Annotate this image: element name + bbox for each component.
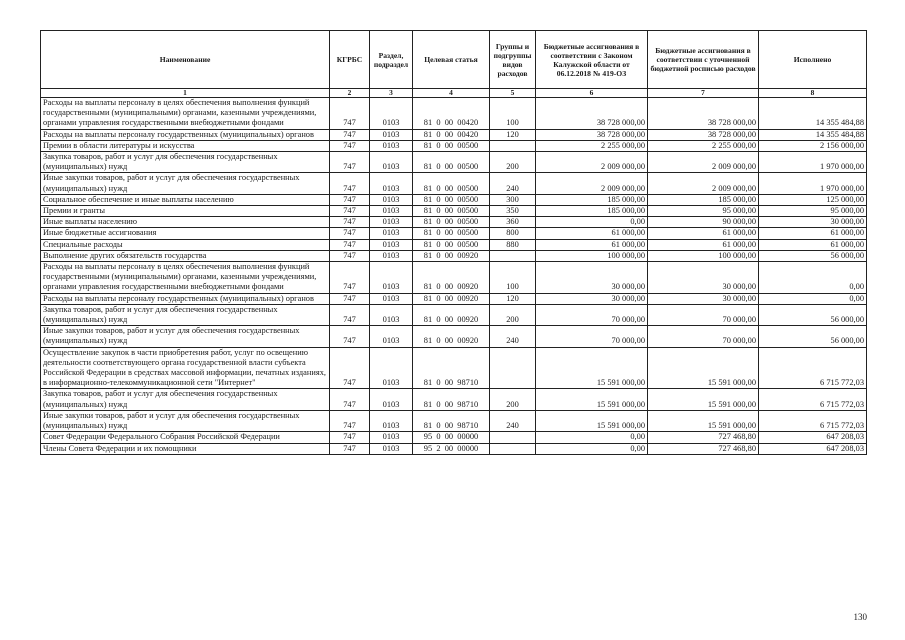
row-name-cell: Специальные расходы — [41, 239, 330, 250]
table-row — [41, 173, 867, 194]
col-header-section: Раздел, подраздел — [370, 31, 413, 89]
table-row — [41, 250, 867, 261]
row-law-amount-cell: 15 591 000,00 — [536, 389, 648, 410]
row-executed-amount-cell: 6 715 772,03 — [759, 410, 867, 431]
table-row — [41, 262, 867, 294]
row-name-cell: Расходы на выплаты персоналу в целях обеспечения выполнения функций государственными (муниципальными) органами, казенными учреждениями, органами управления государственными внебюджетными фондами — [41, 262, 330, 294]
row-roster-amount-cell: 2 255 000,00 — [648, 140, 759, 151]
row-group-cell: 200 — [490, 389, 536, 410]
row-law-amount-cell: 38 728 000,00 — [536, 98, 648, 130]
row-group-cell: 880 — [490, 239, 536, 250]
table-row — [41, 293, 867, 304]
col-header-kgrbs: КГРБС — [330, 31, 370, 89]
row-kgrbs-cell: 747 — [330, 389, 370, 410]
row-section-cell: 0103 — [370, 326, 413, 347]
header-row — [41, 31, 867, 89]
row-roster-amount-cell: 2 009 000,00 — [648, 152, 759, 173]
row-group-cell: 800 — [490, 228, 536, 239]
row-executed-amount-cell: 30 000,00 — [759, 217, 867, 228]
row-target-cell: 81 0 00 00920 — [413, 262, 490, 294]
row-law-amount-cell: 70 000,00 — [536, 326, 648, 347]
col-header-done: Исполнено — [759, 31, 867, 89]
row-roster-amount-cell: 15 591 000,00 — [648, 410, 759, 431]
row-name-cell: Члены Совета Федерации и их помощники — [41, 443, 330, 454]
table-row — [41, 347, 867, 389]
row-executed-amount-cell: 647 208,03 — [759, 443, 867, 454]
row-target-cell: 81 0 00 00500 — [413, 217, 490, 228]
table-row — [41, 98, 867, 130]
row-law-amount-cell: 0,00 — [536, 443, 648, 454]
row-section-cell: 0103 — [370, 389, 413, 410]
table-row — [41, 239, 867, 250]
table-row — [41, 194, 867, 205]
row-section-cell: 0103 — [370, 194, 413, 205]
row-target-cell: 81 0 00 00500 — [413, 228, 490, 239]
row-group-cell: 300 — [490, 194, 536, 205]
table-row — [41, 304, 867, 325]
row-target-cell: 81 0 00 98710 — [413, 389, 490, 410]
table-row — [41, 228, 867, 239]
table-row — [41, 217, 867, 228]
row-name-cell: Выполнение других обязательств государства — [41, 250, 330, 261]
row-name-cell: Иные закупки товаров, работ и услуг для обеспечения государственных (муниципальных) нужд — [41, 326, 330, 347]
col-header-target: Целевая статья — [413, 31, 490, 89]
row-section-cell: 0103 — [370, 293, 413, 304]
row-roster-amount-cell: 185 000,00 — [648, 194, 759, 205]
row-executed-amount-cell: 14 355 484,88 — [759, 98, 867, 130]
row-target-cell: 81 0 00 00500 — [413, 239, 490, 250]
row-group-cell — [490, 347, 536, 389]
row-law-amount-cell: 2 009 000,00 — [536, 152, 648, 173]
row-name-cell: Расходы на выплаты персоналу государственных (муниципальных) органов — [41, 129, 330, 140]
row-section-cell: 0103 — [370, 206, 413, 217]
row-kgrbs-cell: 747 — [330, 194, 370, 205]
row-name-cell: Расходы на выплаты персоналу государственных (муниципальных) органов — [41, 293, 330, 304]
table-row — [41, 432, 867, 443]
row-executed-amount-cell: 6 715 772,03 — [759, 347, 867, 389]
row-kgrbs-cell: 747 — [330, 250, 370, 261]
row-roster-amount-cell: 61 000,00 — [648, 228, 759, 239]
row-name-cell: Закупка товаров, работ и услуг для обеспечения государственных (муниципальных) нужд — [41, 389, 330, 410]
row-section-cell: 0103 — [370, 129, 413, 140]
row-section-cell: 0103 — [370, 239, 413, 250]
col-number: 8 — [759, 89, 867, 98]
row-target-cell: 81 0 00 00500 — [413, 140, 490, 151]
col-number: 7 — [648, 89, 759, 98]
row-executed-amount-cell: 14 355 484,88 — [759, 129, 867, 140]
row-roster-amount-cell: 30 000,00 — [648, 262, 759, 294]
row-name-cell: Премии в области литературы и искусства — [41, 140, 330, 151]
row-section-cell: 0103 — [370, 217, 413, 228]
row-group-cell: 360 — [490, 217, 536, 228]
row-law-amount-cell: 38 728 000,00 — [536, 129, 648, 140]
col-number: 4 — [413, 89, 490, 98]
row-roster-amount-cell: 61 000,00 — [648, 239, 759, 250]
row-name-cell: Иные закупки товаров, работ и услуг для обеспечения государственных (муниципальных) нужд — [41, 410, 330, 431]
table-body — [41, 98, 867, 455]
row-kgrbs-cell: 747 — [330, 206, 370, 217]
row-kgrbs-cell: 747 — [330, 326, 370, 347]
col-header-law: Бюджетные ассигнования в соответствии с Законом Калужской области от 06.12.2018 № 419-ОЗ — [536, 31, 648, 89]
row-executed-amount-cell: 6 715 772,03 — [759, 389, 867, 410]
row-section-cell: 0103 — [370, 173, 413, 194]
row-law-amount-cell: 61 000,00 — [536, 228, 648, 239]
row-roster-amount-cell: 38 728 000,00 — [648, 129, 759, 140]
row-law-amount-cell: 0,00 — [536, 432, 648, 443]
row-roster-amount-cell: 15 591 000,00 — [648, 389, 759, 410]
page-number: 130 — [853, 612, 867, 622]
row-law-amount-cell: 0,00 — [536, 217, 648, 228]
table-row — [41, 410, 867, 431]
table-row — [41, 326, 867, 347]
row-target-cell: 81 0 00 00920 — [413, 250, 490, 261]
col-header-group: Группы и подгруппы видов расходов — [490, 31, 536, 89]
table-row — [41, 206, 867, 217]
row-kgrbs-cell: 747 — [330, 239, 370, 250]
row-group-cell: 100 — [490, 98, 536, 130]
row-roster-amount-cell: 727 468,80 — [648, 432, 759, 443]
row-group-cell — [490, 443, 536, 454]
row-target-cell: 81 0 00 00500 — [413, 173, 490, 194]
row-executed-amount-cell: 95 000,00 — [759, 206, 867, 217]
row-group-cell: 120 — [490, 129, 536, 140]
row-executed-amount-cell: 2 156 000,00 — [759, 140, 867, 151]
row-target-cell: 81 0 00 00500 — [413, 152, 490, 173]
row-group-cell: 350 — [490, 206, 536, 217]
row-target-cell: 95 0 00 00000 — [413, 432, 490, 443]
col-header-name: Наименование — [41, 31, 330, 89]
row-law-amount-cell: 15 591 000,00 — [536, 410, 648, 431]
row-section-cell: 0103 — [370, 250, 413, 261]
row-executed-amount-cell: 125 000,00 — [759, 194, 867, 205]
row-law-amount-cell: 70 000,00 — [536, 304, 648, 325]
row-roster-amount-cell: 30 000,00 — [648, 293, 759, 304]
row-kgrbs-cell: 747 — [330, 410, 370, 431]
row-name-cell: Закупка товаров, работ и услуг для обеспечения государственных (муниципальных) нужд — [41, 152, 330, 173]
row-section-cell: 0103 — [370, 98, 413, 130]
row-executed-amount-cell: 1 970 000,00 — [759, 173, 867, 194]
col-number: 6 — [536, 89, 648, 98]
row-group-cell: 100 — [490, 262, 536, 294]
col-number: 3 — [370, 89, 413, 98]
row-section-cell: 0103 — [370, 347, 413, 389]
row-group-cell — [490, 432, 536, 443]
row-kgrbs-cell: 747 — [330, 432, 370, 443]
row-law-amount-cell: 30 000,00 — [536, 262, 648, 294]
budget-sheet — [40, 30, 866, 455]
row-law-amount-cell: 30 000,00 — [536, 293, 648, 304]
row-target-cell: 81 0 00 00500 — [413, 206, 490, 217]
row-kgrbs-cell: 747 — [330, 173, 370, 194]
row-roster-amount-cell: 70 000,00 — [648, 326, 759, 347]
row-target-cell: 81 0 00 00420 — [413, 129, 490, 140]
budget-table — [40, 30, 867, 455]
row-name-cell: Иные закупки товаров, работ и услуг для обеспечения государственных (муниципальных) нужд — [41, 173, 330, 194]
row-target-cell: 95 2 00 00000 — [413, 443, 490, 454]
row-section-cell: 0103 — [370, 262, 413, 294]
col-header-roster: Бюджетные ассигнования в соответствии с уточненной бюджетной росписью расходов — [648, 31, 759, 89]
row-law-amount-cell: 185 000,00 — [536, 194, 648, 205]
row-group-cell: 200 — [490, 152, 536, 173]
row-roster-amount-cell: 15 591 000,00 — [648, 347, 759, 389]
col-number: 2 — [330, 89, 370, 98]
row-name-cell: Социальное обеспечение и иные выплаты населению — [41, 194, 330, 205]
row-section-cell: 0103 — [370, 152, 413, 173]
row-kgrbs-cell: 747 — [330, 140, 370, 151]
row-target-cell: 81 0 00 00920 — [413, 304, 490, 325]
row-target-cell: 81 0 00 00920 — [413, 293, 490, 304]
row-name-cell: Осуществление закупок в части приобретения работ, услуг по освещению деятельности соответствующего органа государственной власти субъекта Российской Федерации в средствах массовой информации, печатных изданиях, в информационно-телекоммуникационной сети "Интернет" — [41, 347, 330, 389]
row-roster-amount-cell: 90 000,00 — [648, 217, 759, 228]
row-group-cell — [490, 140, 536, 151]
row-kgrbs-cell: 747 — [330, 152, 370, 173]
row-group-cell: 200 — [490, 304, 536, 325]
row-name-cell: Расходы на выплаты персоналу в целях обеспечения выполнения функций государственными (муниципальными) органами, казенными учреждениями, органами управления государственными внебюджетными фондами — [41, 98, 330, 130]
row-name-cell: Иные бюджетные ассигнования — [41, 228, 330, 239]
row-target-cell: 81 0 00 00920 — [413, 326, 490, 347]
row-section-cell: 0103 — [370, 228, 413, 239]
row-law-amount-cell: 15 591 000,00 — [536, 347, 648, 389]
row-name-cell: Иные выплаты населению — [41, 217, 330, 228]
row-name-cell: Закупка товаров, работ и услуг для обеспечения государственных (муниципальных) нужд — [41, 304, 330, 325]
row-kgrbs-cell: 747 — [330, 304, 370, 325]
row-roster-amount-cell: 95 000,00 — [648, 206, 759, 217]
row-section-cell: 0103 — [370, 410, 413, 431]
row-group-cell: 240 — [490, 410, 536, 431]
row-roster-amount-cell: 2 009 000,00 — [648, 173, 759, 194]
row-law-amount-cell: 2 255 000,00 — [536, 140, 648, 151]
row-executed-amount-cell: 56 000,00 — [759, 250, 867, 261]
row-kgrbs-cell: 747 — [330, 228, 370, 239]
row-group-cell: 240 — [490, 326, 536, 347]
row-target-cell: 81 0 00 98710 — [413, 410, 490, 431]
table-row — [41, 443, 867, 454]
row-executed-amount-cell: 1 970 000,00 — [759, 152, 867, 173]
row-section-cell: 0103 — [370, 304, 413, 325]
row-kgrbs-cell: 747 — [330, 443, 370, 454]
row-law-amount-cell: 185 000,00 — [536, 206, 648, 217]
row-kgrbs-cell: 747 — [330, 262, 370, 294]
row-roster-amount-cell: 70 000,00 — [648, 304, 759, 325]
row-executed-amount-cell: 61 000,00 — [759, 228, 867, 239]
row-group-cell — [490, 250, 536, 261]
row-kgrbs-cell: 747 — [330, 129, 370, 140]
row-kgrbs-cell: 747 — [330, 98, 370, 130]
row-group-cell: 240 — [490, 173, 536, 194]
row-executed-amount-cell: 0,00 — [759, 262, 867, 294]
table-row — [41, 152, 867, 173]
row-executed-amount-cell: 56 000,00 — [759, 304, 867, 325]
row-kgrbs-cell: 747 — [330, 217, 370, 228]
row-law-amount-cell: 100 000,00 — [536, 250, 648, 261]
row-roster-amount-cell: 727 468,80 — [648, 443, 759, 454]
table-row — [41, 129, 867, 140]
row-group-cell: 120 — [490, 293, 536, 304]
row-roster-amount-cell: 100 000,00 — [648, 250, 759, 261]
row-target-cell: 81 0 00 98710 — [413, 347, 490, 389]
row-roster-amount-cell: 38 728 000,00 — [648, 98, 759, 130]
table-row — [41, 140, 867, 151]
col-number: 5 — [490, 89, 536, 98]
row-kgrbs-cell: 747 — [330, 347, 370, 389]
row-law-amount-cell: 61 000,00 — [536, 239, 648, 250]
row-section-cell: 0103 — [370, 443, 413, 454]
row-name-cell: Совет Федерации Федерального Собрания Российской Федерации — [41, 432, 330, 443]
row-law-amount-cell: 2 009 000,00 — [536, 173, 648, 194]
row-section-cell: 0103 — [370, 140, 413, 151]
row-target-cell: 81 0 00 00420 — [413, 98, 490, 130]
row-executed-amount-cell: 61 000,00 — [759, 239, 867, 250]
col-number: 1 — [41, 89, 330, 98]
table-row — [41, 389, 867, 410]
row-executed-amount-cell: 647 208,03 — [759, 432, 867, 443]
row-kgrbs-cell: 747 — [330, 293, 370, 304]
column-number-row — [41, 89, 867, 98]
row-section-cell: 0103 — [370, 432, 413, 443]
row-executed-amount-cell: 56 000,00 — [759, 326, 867, 347]
row-name-cell: Премии и гранты — [41, 206, 330, 217]
row-executed-amount-cell: 0,00 — [759, 293, 867, 304]
row-target-cell: 81 0 00 00500 — [413, 194, 490, 205]
